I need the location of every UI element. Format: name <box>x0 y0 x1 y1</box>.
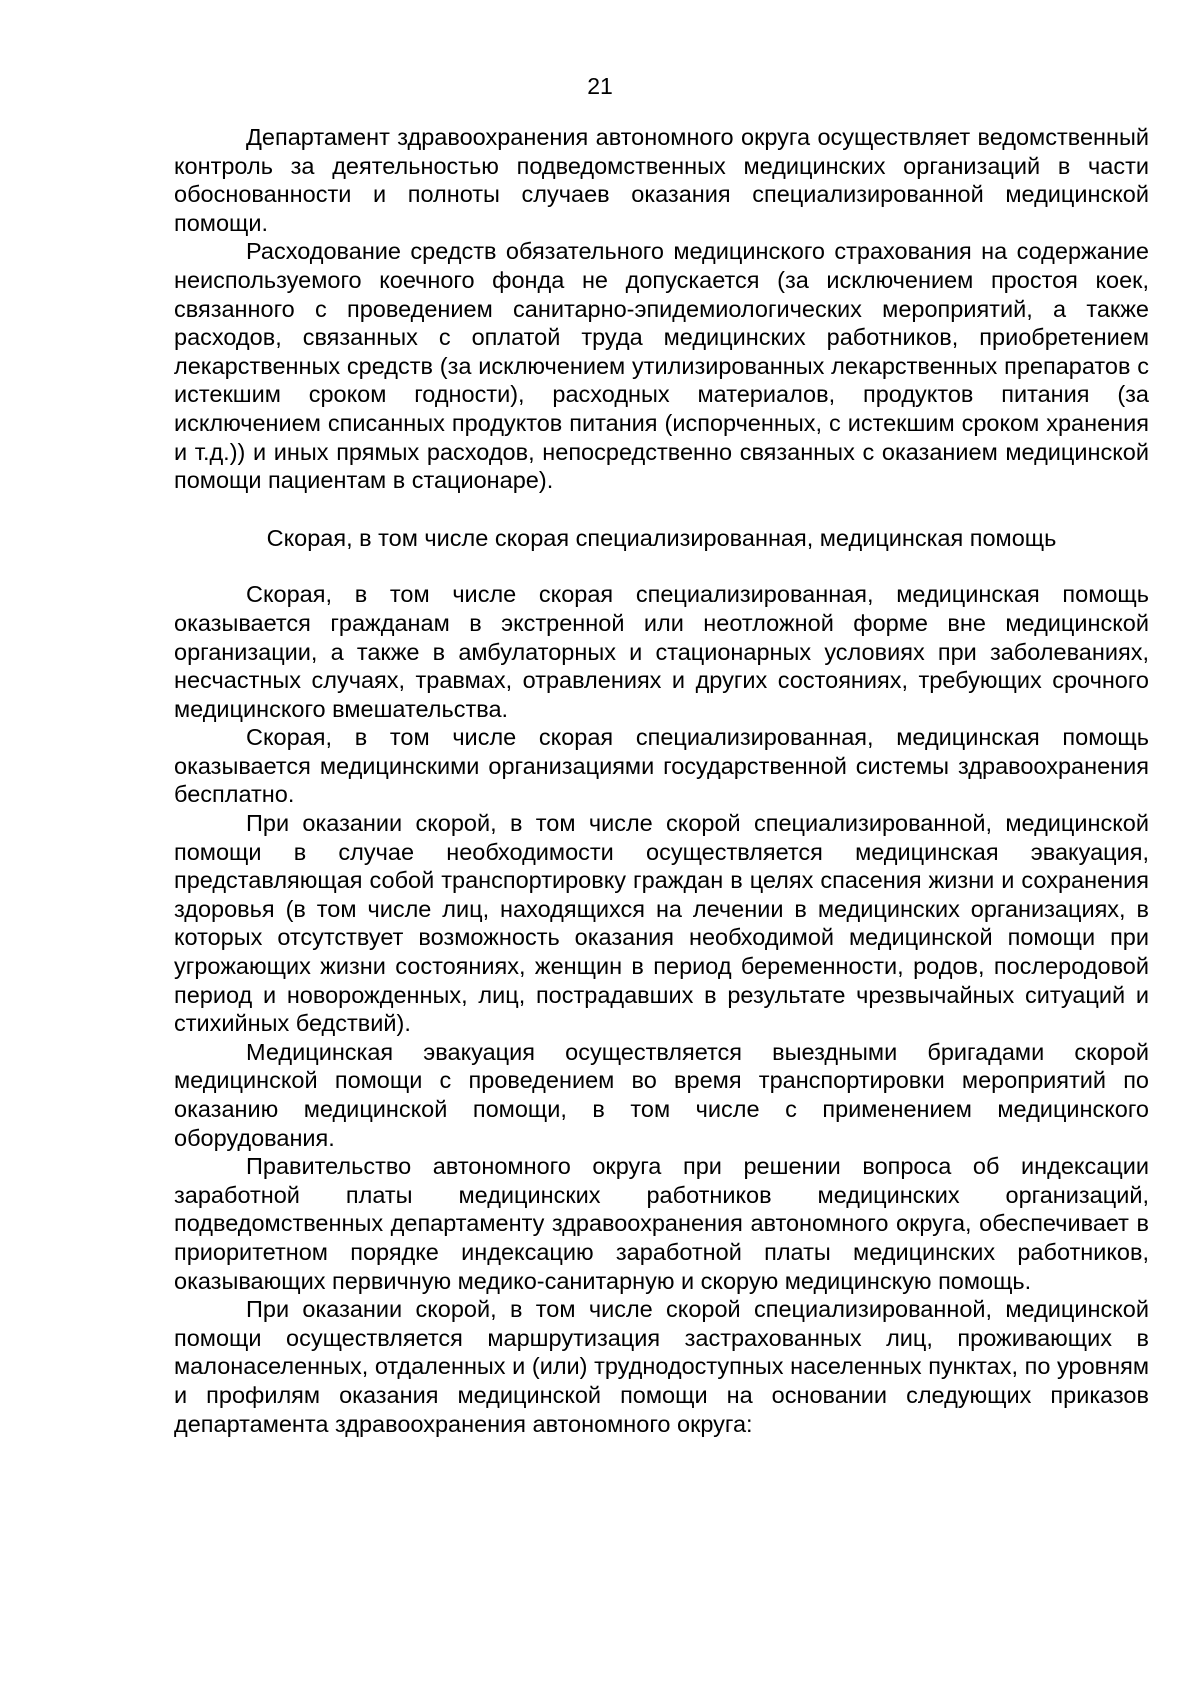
paragraph-medical-evacuation: При оказании скорой, в том числе скорой специализированной, медицинской помощи в случае необходимости осуществляется медицинская эвакуация, представляющая собой транспортировку граждан в целях спасения жизни и сохранения здоровья (в том числе лиц, находящихся на лечении в медицинских организациях, в которых отсутствует возможность оказания необходимой медицинской помощи при угрожающих жизни состояниях, женщин в период беременности, родов, послеродовой период и новорожденных, лиц, пострадавших в результате чрезвычайных ситуаций и стихийных бедствий). <box>174 810 1149 1037</box>
paragraph-patient-routing: При оказании скорой, в том числе скорой специализированной, медицинской помощи осуществляется маршрутизация застрахованных лиц, проживающих в малонаселенных, отдаленных и (или) труднодоступных населенных пунктах, по уровням и профилям оказания медицинской помощи на основании следующих приказов департамента здравоохранения автономного округа: <box>174 1296 1149 1437</box>
page-number: 21 <box>587 73 613 99</box>
paragraph-salary-indexation: Правительство автономного округа при решении вопроса об индексации заработной платы медицинских работников медицинских организаций, подведомственных департаменту здравоохранения автономного округа, обеспечивает в приоритетном порядке индексацию заработной платы медицинских работников, оказывающих первичную медико-санитарную и скорую медицинскую помощь. <box>174 1153 1149 1294</box>
section-heading: Скорая, в том числе скорая специализированная, медицинская помощь <box>266 524 1057 551</box>
document-body <box>174 123 1149 1438</box>
paragraph-evacuation-teams: Медицинская эвакуация осуществляется выездными бригадами скорой медицинской помощи с проведением во время транспортировки мероприятий по оказанию медицинской помощи, в том числе с применением медицинского оборудования. <box>174 1038 1149 1151</box>
paragraph-emergency-care-free: Скорая, в том числе скорая специализированная, медицинская помощь оказывается медицинскими организациями государственной системы здравоохранения бесплатно. <box>174 724 1149 808</box>
paragraph-insurance-spending: Расходование средств обязательного медицинского страхования на содержание неиспользуемого коечного фонда не допускается (за исключением простоя коек, связанного с проведением санитарно-эпидемиологических мероприятий, а также расходов, связанных с оплатой труда медицинских работников, приобретением лекарственных средств (за исключением утилизированных лекарственных препаратов с истекшим сроком годности), расходных материалов, продуктов питания (за исключением списанных продуктов питания (испорченных, с истекшим сроком хранения и т.д.)) и иных прямых расходов, непосредственно связанных с оказанием медицинской помощи пациентам в стационаре). <box>174 238 1149 494</box>
paragraph-departmental-control: Департамент здравоохранения автономного округа осуществляет ведомственный контроль за деятельностью подведомственных медицинских организаций в части обоснованности и полноты случаев оказания специализированной медицинской помощи. <box>174 124 1149 236</box>
paragraph-emergency-care-definition: Скорая, в том числе скорая специализированная, медицинская помощь оказывается гражданам в экстренной или неотложной форме вне медицинской организации, а также в амбулаторных и стационарных условиях при заболеваниях, несчастных случаях, травмах, отравлениях и других состояниях, требующих срочного медицинского вмешательства. <box>174 581 1149 722</box>
